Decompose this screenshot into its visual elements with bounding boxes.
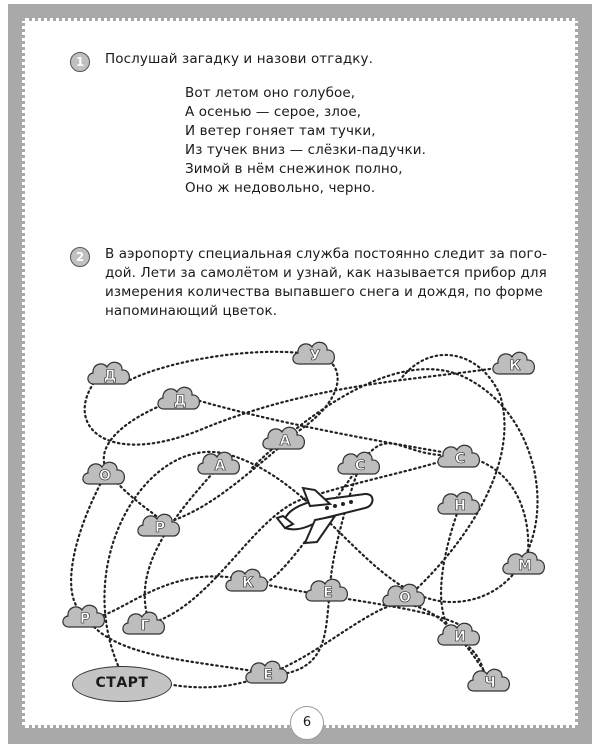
task-2-number-badge: 2 bbox=[66, 243, 94, 271]
cloud-letter: Д bbox=[173, 393, 187, 409]
cloud-letter: Е bbox=[263, 667, 273, 683]
letter-cloud bbox=[63, 605, 105, 627]
airplane-icon bbox=[277, 488, 373, 543]
poem-line: Из тучек вниз — слёзки-падучки. bbox=[185, 142, 427, 158]
cloud-letter: И bbox=[454, 629, 466, 645]
start-button[interactable]: СТАРТ bbox=[72, 666, 172, 702]
page-number: 6 bbox=[290, 706, 324, 740]
instruction-line: дой. Лети за самолётом и узнай, как называется прибор для bbox=[105, 265, 547, 281]
cloud-letter: Д bbox=[103, 368, 117, 384]
letter-cloud bbox=[246, 661, 288, 683]
letter-cloud bbox=[338, 452, 380, 474]
letter-cloud bbox=[138, 514, 180, 536]
poem-line: Вот летом оно голубое, bbox=[185, 85, 356, 101]
letter-cloud bbox=[293, 342, 335, 364]
letter-cloud bbox=[83, 462, 125, 484]
letter-cloud bbox=[438, 492, 480, 514]
letter-cloud bbox=[226, 569, 268, 591]
letter-cloud bbox=[123, 612, 165, 634]
cloud-letter: М bbox=[518, 558, 532, 574]
instruction-line: измерения количества выпавшего снега и дождя, по форме bbox=[105, 284, 543, 300]
cloud-letter: К bbox=[509, 358, 521, 374]
cloud-letter: К bbox=[242, 575, 254, 591]
poem-line: И ветер гоняет там тучки, bbox=[185, 123, 376, 139]
letter-cloud bbox=[306, 579, 348, 601]
cloud-letter: Е bbox=[323, 585, 333, 601]
letter-cloud bbox=[493, 352, 535, 374]
letter-cloud bbox=[503, 552, 545, 574]
instruction-line: напоминающий цветок. bbox=[105, 303, 278, 319]
poem-line: А осенью — серое, злое, bbox=[185, 104, 362, 120]
poem-line: Зимой в нём снежинок полно, bbox=[185, 161, 403, 177]
poem-line: Оно ж недовольно, черно. bbox=[185, 180, 376, 196]
letter-cloud bbox=[88, 362, 130, 384]
letter-cloud bbox=[158, 387, 200, 409]
task-1-instruction: Послушай загадку и назови отгадку. bbox=[105, 51, 374, 67]
cloud-letter: Г bbox=[140, 618, 150, 634]
letter-cloud bbox=[438, 445, 480, 467]
cloud-letter: С bbox=[454, 451, 466, 467]
cloud-letter: Р bbox=[154, 520, 166, 536]
cloud-letter: О bbox=[399, 590, 411, 606]
cloud-letter: Н bbox=[454, 498, 466, 514]
cloud-letter: С bbox=[354, 458, 366, 474]
cloud-letter: У bbox=[309, 348, 321, 364]
cloud-letter: А bbox=[279, 433, 291, 449]
cloud-letter: О bbox=[99, 468, 111, 484]
cloud-letter: Р bbox=[79, 611, 91, 627]
letter-cloud bbox=[468, 669, 510, 691]
cloud-letter: Ч bbox=[484, 675, 496, 691]
task-1-number-badge: 1 bbox=[66, 48, 94, 76]
instruction-line: В аэропорту специальная служба постоянно следит за пого- bbox=[105, 246, 548, 262]
letter-cloud bbox=[263, 427, 305, 449]
letter-cloud bbox=[438, 623, 480, 645]
cloud-letter: А bbox=[214, 458, 226, 474]
